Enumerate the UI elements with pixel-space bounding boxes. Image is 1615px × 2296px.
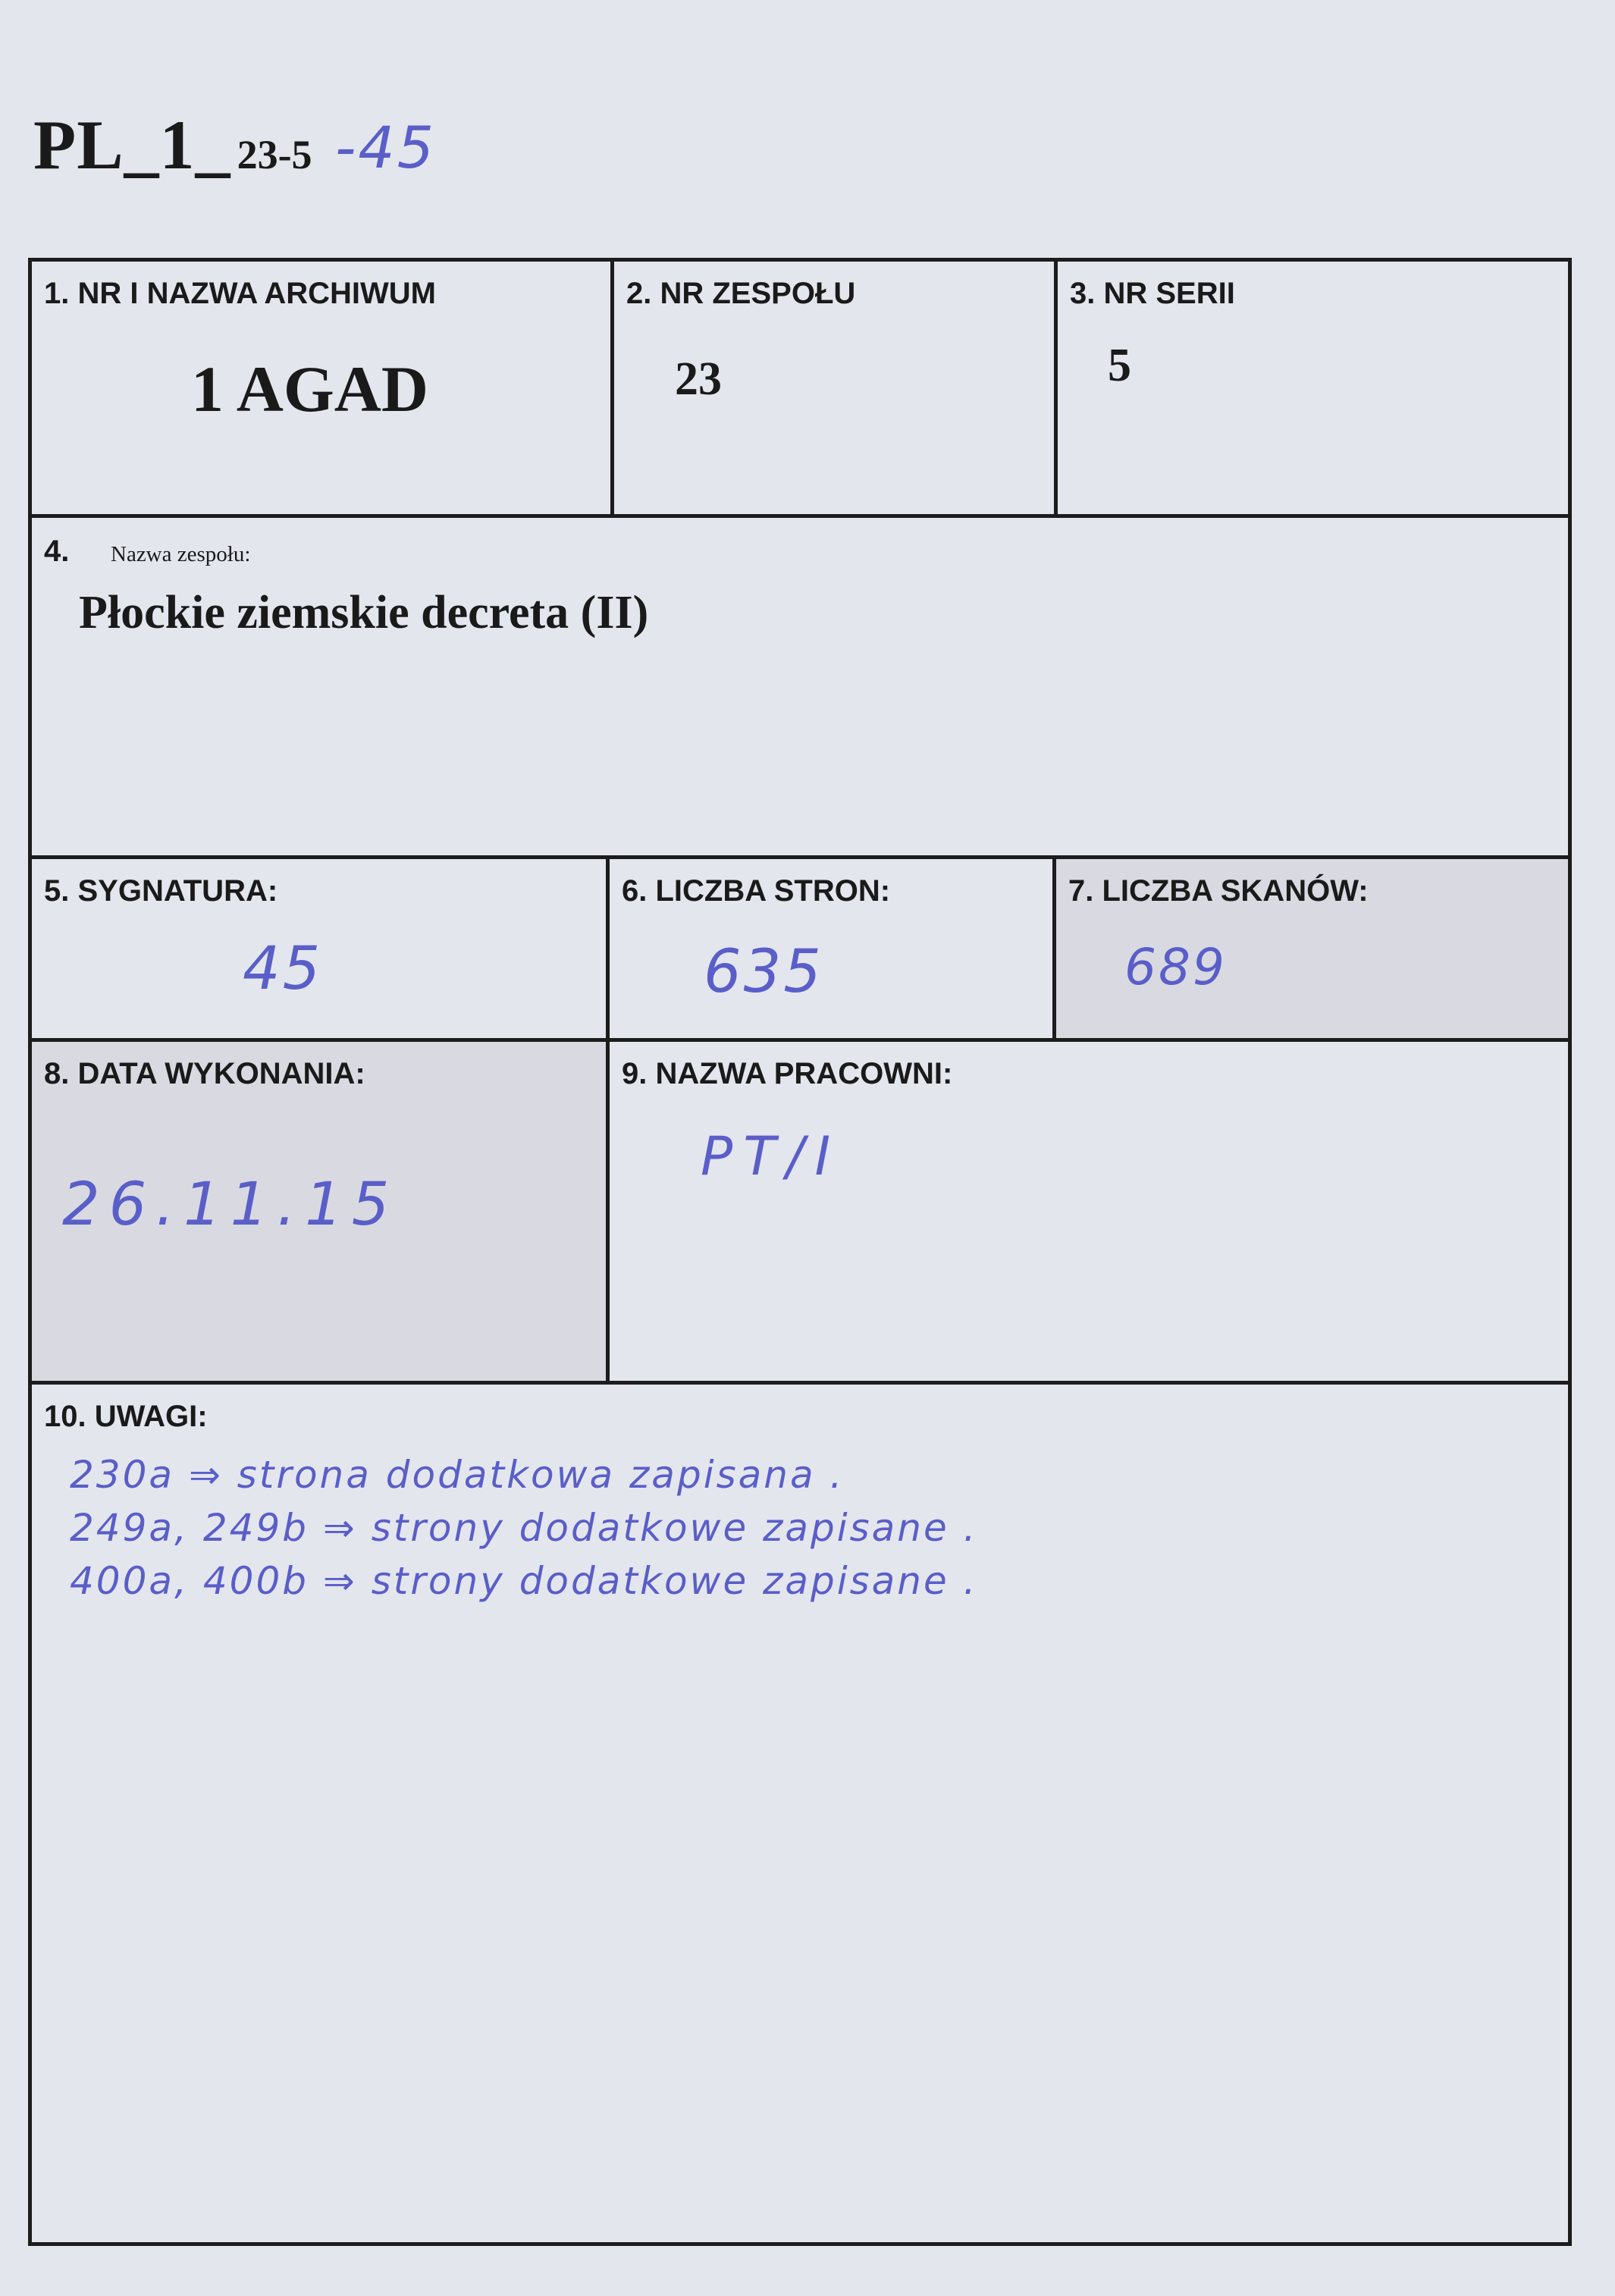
field-remarks	[32, 1385, 1568, 2242]
field-signature-label: 5. SYGNATURA:	[44, 874, 278, 908]
document-id	[33, 105, 312, 185]
document-id-handwritten: -45	[335, 114, 437, 181]
field-workshop-name-value: PT/I	[701, 1125, 842, 1187]
field-series-number-label: 3. NR SERII	[1070, 277, 1235, 310]
field-workshop-name	[610, 1042, 1568, 1381]
metadata-form	[28, 258, 1572, 2246]
document-id-suffix: 23-5	[237, 132, 312, 177]
field-page-count-label: 6. LICZBA STRON:	[622, 874, 891, 908]
field-page-count-value: 635	[704, 938, 823, 1006]
remark-line-1: 230a ⇒ strona dodatkowa zapisana .	[70, 1453, 845, 1497]
field-series-number	[1058, 262, 1568, 514]
field-workshop-name-label: 9. NAZWA PRACOWNI:	[622, 1057, 953, 1090]
field-fonds-name-value: Płockie ziemskie decreta (II)	[79, 587, 649, 638]
field-fonds-number	[614, 262, 1054, 514]
field-scan-count-label: 7. LICZBA SKANÓW:	[1068, 874, 1369, 908]
field-archive	[32, 262, 610, 514]
field-remarks-label: 10. UWAGI:	[44, 1400, 208, 1433]
field-fonds-name-number: 4.	[44, 535, 70, 568]
field-completion-date-label: 8. DATA WYKONANIA:	[44, 1057, 365, 1090]
field-signature	[32, 859, 606, 1038]
field-fonds-name	[32, 518, 1568, 855]
document-id-prefix: PL_1_	[33, 106, 231, 183]
field-scan-count-value: 689	[1124, 938, 1227, 996]
field-completion-date-value: 26.11.15	[62, 1171, 399, 1239]
field-signature-value: 45	[243, 935, 323, 1003]
field-archive-value: 1 AGAD	[191, 353, 428, 425]
field-archive-label: 1. NR I NAZWA ARCHIWUM	[44, 277, 436, 310]
field-fonds-name-label: Nazwa zespołu:	[111, 542, 251, 566]
field-page-count	[610, 859, 1052, 1038]
field-completion-date	[32, 1042, 606, 1381]
remark-line-2: 249a, 249b ⇒ strony dodatkowe zapisane .	[70, 1506, 978, 1550]
field-scan-count	[1056, 859, 1568, 1038]
field-fonds-number-value: 23	[675, 353, 722, 405]
field-fonds-number-label: 2. NR ZESPOŁU	[626, 277, 856, 310]
field-series-number-value: 5	[1108, 340, 1131, 391]
remark-line-3: 400a, 400b ⇒ strony dodatkowe zapisane .	[70, 1559, 978, 1603]
